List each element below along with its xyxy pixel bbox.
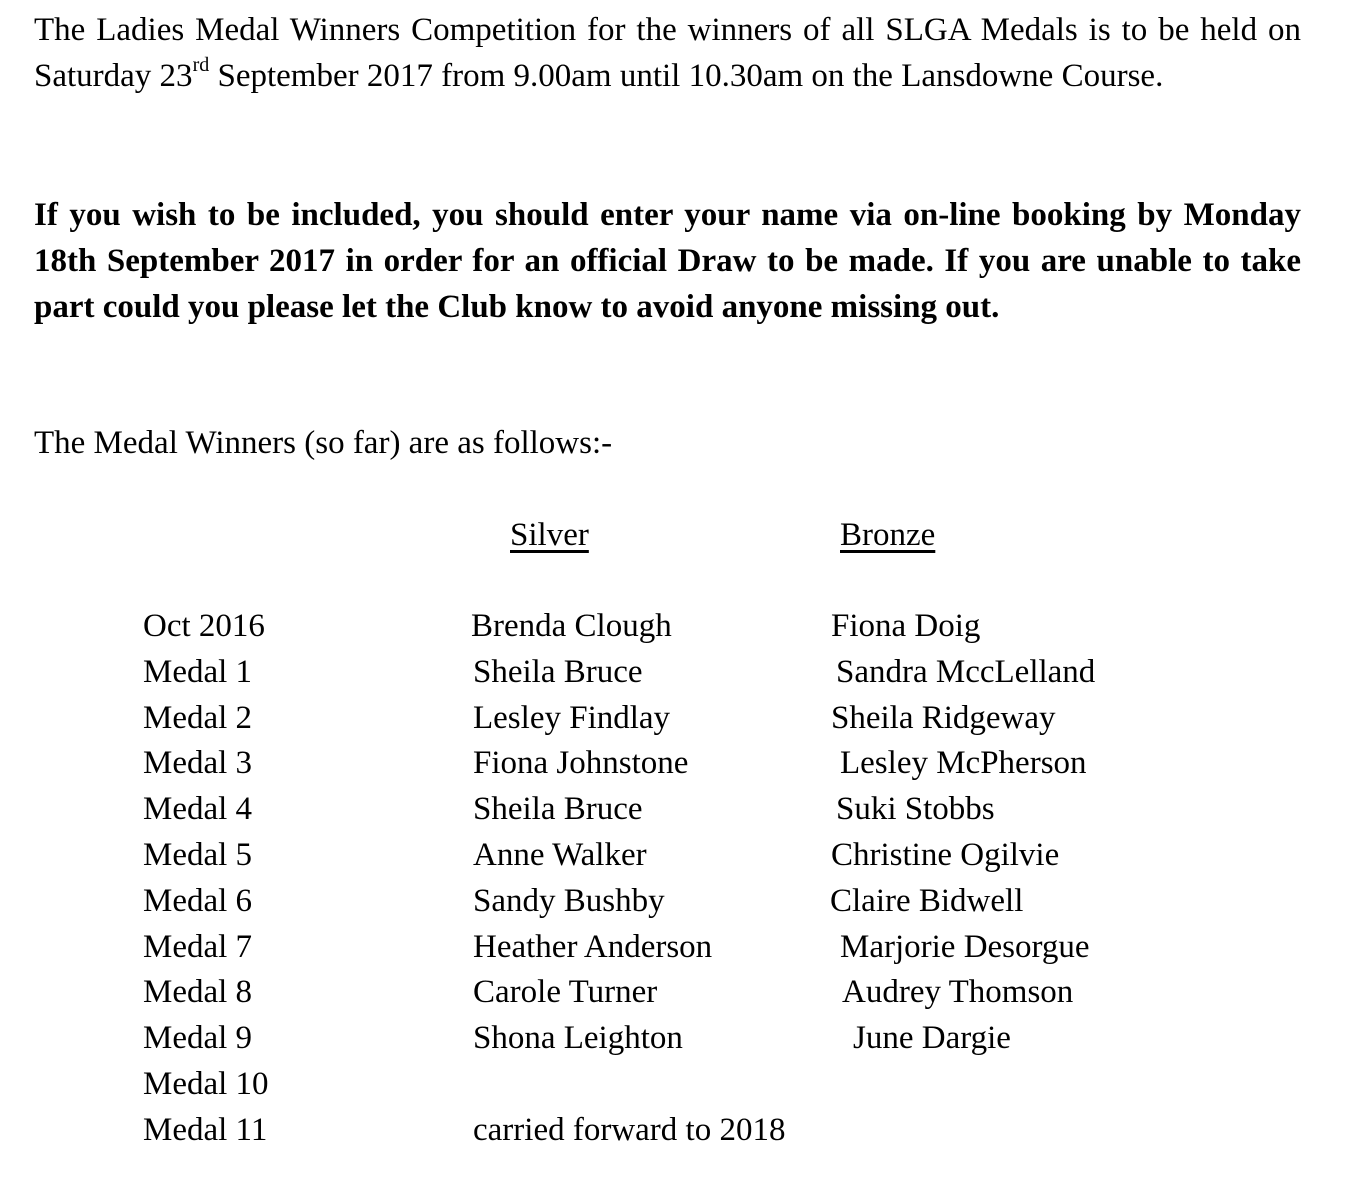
silver-winner-cell: Sheila Bruce [473, 791, 643, 828]
silver-winner-cell: Shona Leighton [473, 1020, 683, 1057]
medal-winners-table [0, 603, 1350, 1153]
entry-notice-paragraph: If you wish to be included, you should enter your name via on-line booking by Monday 18th September 2017 in order for an official Draw to be made. If you are unable to take part could you please let the Club know to avoid anyone missing out. [34, 197, 1301, 325]
bronze-column-header: Bronze [840, 517, 936, 553]
table-row [0, 740, 1350, 786]
table-row [0, 649, 1350, 695]
medal-event-cell: Medal 2 [143, 699, 253, 736]
silver-winner-cell: Lesley Findlay [473, 699, 671, 736]
intro-paragraph [34, 7, 1301, 99]
bronze-winner-cell: Suki Stobbs [836, 791, 995, 828]
table-row [0, 695, 1350, 741]
medal-event-cell: Medal 8 [143, 974, 253, 1011]
silver-winner-cell: Sheila Bruce [473, 653, 643, 690]
table-row [0, 924, 1350, 970]
silver-winner-cell: Carole Turner [473, 974, 658, 1011]
silver-winner-cell: carried forward to 2018 [473, 1111, 786, 1148]
table-row [0, 1015, 1350, 1061]
table-row [0, 603, 1350, 649]
silver-winner-cell: Anne Walker [473, 836, 647, 873]
bronze-winner-cell: Audrey Thomson [842, 974, 1074, 1011]
bronze-winner-cell: Sheila Ridgeway [831, 699, 1056, 736]
table-row [0, 969, 1350, 1015]
bronze-winner-cell: Claire Bidwell [830, 882, 1024, 919]
bronze-winner-cell: Lesley McPherson [840, 745, 1087, 782]
intro-text-end: September 2017 from 9.00am until 10.30am on the Lansdowne Course. [209, 58, 1164, 94]
intro-text-start: The Ladies Medal Winners Competition for the winners of all SLGA Medals is to be held on Saturday 23 [34, 12, 1301, 94]
medal-event-cell: Medal 3 [143, 745, 253, 782]
table-row [0, 878, 1350, 924]
bronze-winner-cell: Sandra MccLelland [836, 653, 1096, 690]
medal-event-cell: Medal 11 [143, 1111, 268, 1148]
medal-event-cell: Medal 6 [143, 882, 253, 919]
medal-event-cell: Medal 7 [143, 928, 253, 965]
winners-intro-line: The Medal Winners (so far) are as follows:- [34, 425, 613, 461]
medal-event-cell: Oct 2016 [143, 608, 265, 644]
table-row [0, 832, 1350, 878]
table-row [0, 1107, 1350, 1153]
silver-column-header: Silver [510, 517, 589, 553]
bronze-winner-cell: Marjorie Desorgue [840, 928, 1090, 965]
silver-winner-cell: Sandy Bushby [473, 882, 665, 919]
table-row [0, 786, 1350, 832]
medal-event-cell: Medal 9 [143, 1020, 253, 1057]
bronze-winner-cell: Christine Ogilvie [831, 836, 1060, 873]
medal-event-cell: Medal 1 [143, 653, 253, 690]
silver-winner-cell: Fiona Johnstone [473, 745, 689, 782]
medal-event-cell: Medal 10 [143, 1065, 269, 1102]
medal-event-cell: Medal 5 [143, 836, 253, 873]
silver-winner-cell: Heather Anderson [473, 928, 713, 965]
date-ordinal-suffix: rd [192, 54, 210, 76]
medal-event-cell: Medal 4 [143, 791, 253, 828]
bronze-winner-cell: June Dargie [853, 1020, 1011, 1057]
bronze-winner-cell: Fiona Doig [831, 608, 981, 644]
silver-winner-cell: Brenda Clough [471, 608, 672, 644]
table-row [0, 1061, 1350, 1107]
